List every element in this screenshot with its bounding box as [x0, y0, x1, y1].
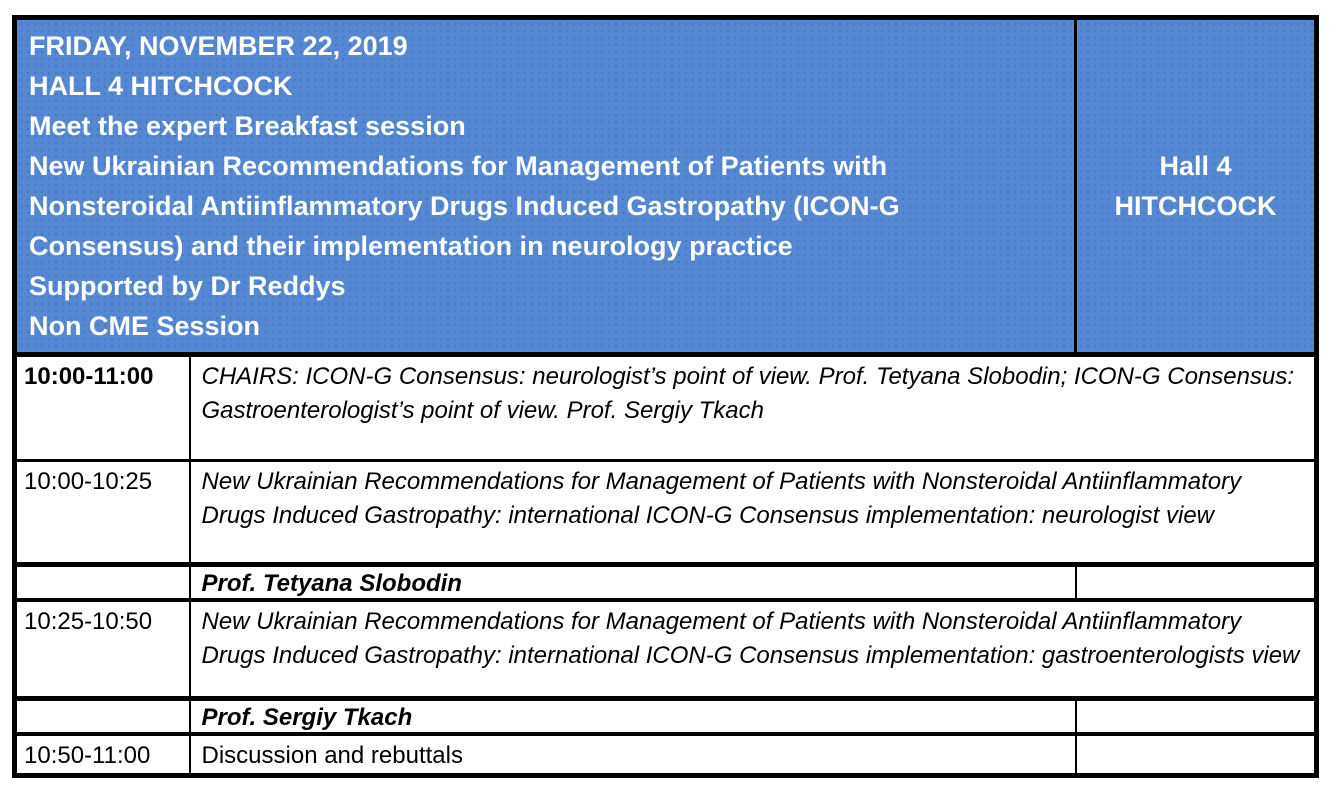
- session-header-cell: [15, 18, 1076, 355]
- time-slot: 10:25-10:50: [15, 600, 190, 698]
- time-slot-empty: [15, 698, 190, 734]
- hall-cell: [1076, 18, 1317, 355]
- speaker-name: Prof. Sergiy Tkach: [190, 698, 1076, 734]
- spacer-cell: [1076, 734, 1317, 776]
- session-date: FRIDAY, NOVEMBER 22, 2019: [29, 31, 408, 61]
- time-slot-empty: [15, 565, 190, 601]
- schedule-row-speaker-2: [15, 698, 1317, 734]
- session-type: Meet the expert Breakfast session: [29, 111, 466, 141]
- spacer-cell: [1076, 565, 1317, 601]
- schedule-row-chairs: [15, 355, 1317, 461]
- schedule-row-discussion: [15, 734, 1317, 776]
- conference-program-table: [12, 15, 1319, 778]
- session-header-row: [15, 18, 1317, 355]
- talk-title: New Ukrainian Recommendations for Management of Patients with Nonsteroidal Antiinflammatory Drugs Induced Gastropathy: international ICON-G Consensus implementation: gastroenterologists view: [190, 600, 1317, 698]
- session-title: New Ukrainian Recommendations for Management of Patients with Nonsteroidal Antiinflammatory Drugs Induced Gastropathy (ICON-G Consensus) and their implementation in neurology practice: [29, 151, 900, 261]
- session-sponsor: Supported by Dr Reddys: [29, 271, 346, 301]
- time-slot: 10:50-11:00: [15, 734, 190, 776]
- schedule-row-talk-1: [15, 461, 1317, 565]
- schedule-row-talk-2: [15, 600, 1317, 698]
- hall-room: HITCHCOCK: [1114, 191, 1277, 221]
- spacer-cell: [1076, 698, 1317, 734]
- chairs-description: CHAIRS: ICON-G Consensus: neurologist’s point of view. Prof. Tetyana Slobodin; ICON-G Consensus: Gastroenterologist’s point of view. Prof. Sergiy Tkach: [190, 355, 1317, 461]
- session-hall-line: HALL 4 HITCHCOCK: [29, 71, 293, 101]
- speaker-name: Prof. Tetyana Slobodin: [190, 565, 1076, 601]
- discussion-label: Discussion and rebuttals: [190, 734, 1076, 776]
- session-cme-status: Non CME Session: [29, 311, 261, 341]
- talk-title: New Ukrainian Recommendations for Management of Patients with Nonsteroidal Antiinflammatory Drugs Induced Gastropathy: international ICON-G Consensus implementation: neurologist view: [190, 461, 1317, 565]
- time-slot: 10:00-11:00: [15, 355, 190, 461]
- time-slot: 10:00-10:25: [15, 461, 190, 565]
- hall-name: Hall 4: [1159, 151, 1232, 181]
- schedule-row-speaker-1: [15, 565, 1317, 601]
